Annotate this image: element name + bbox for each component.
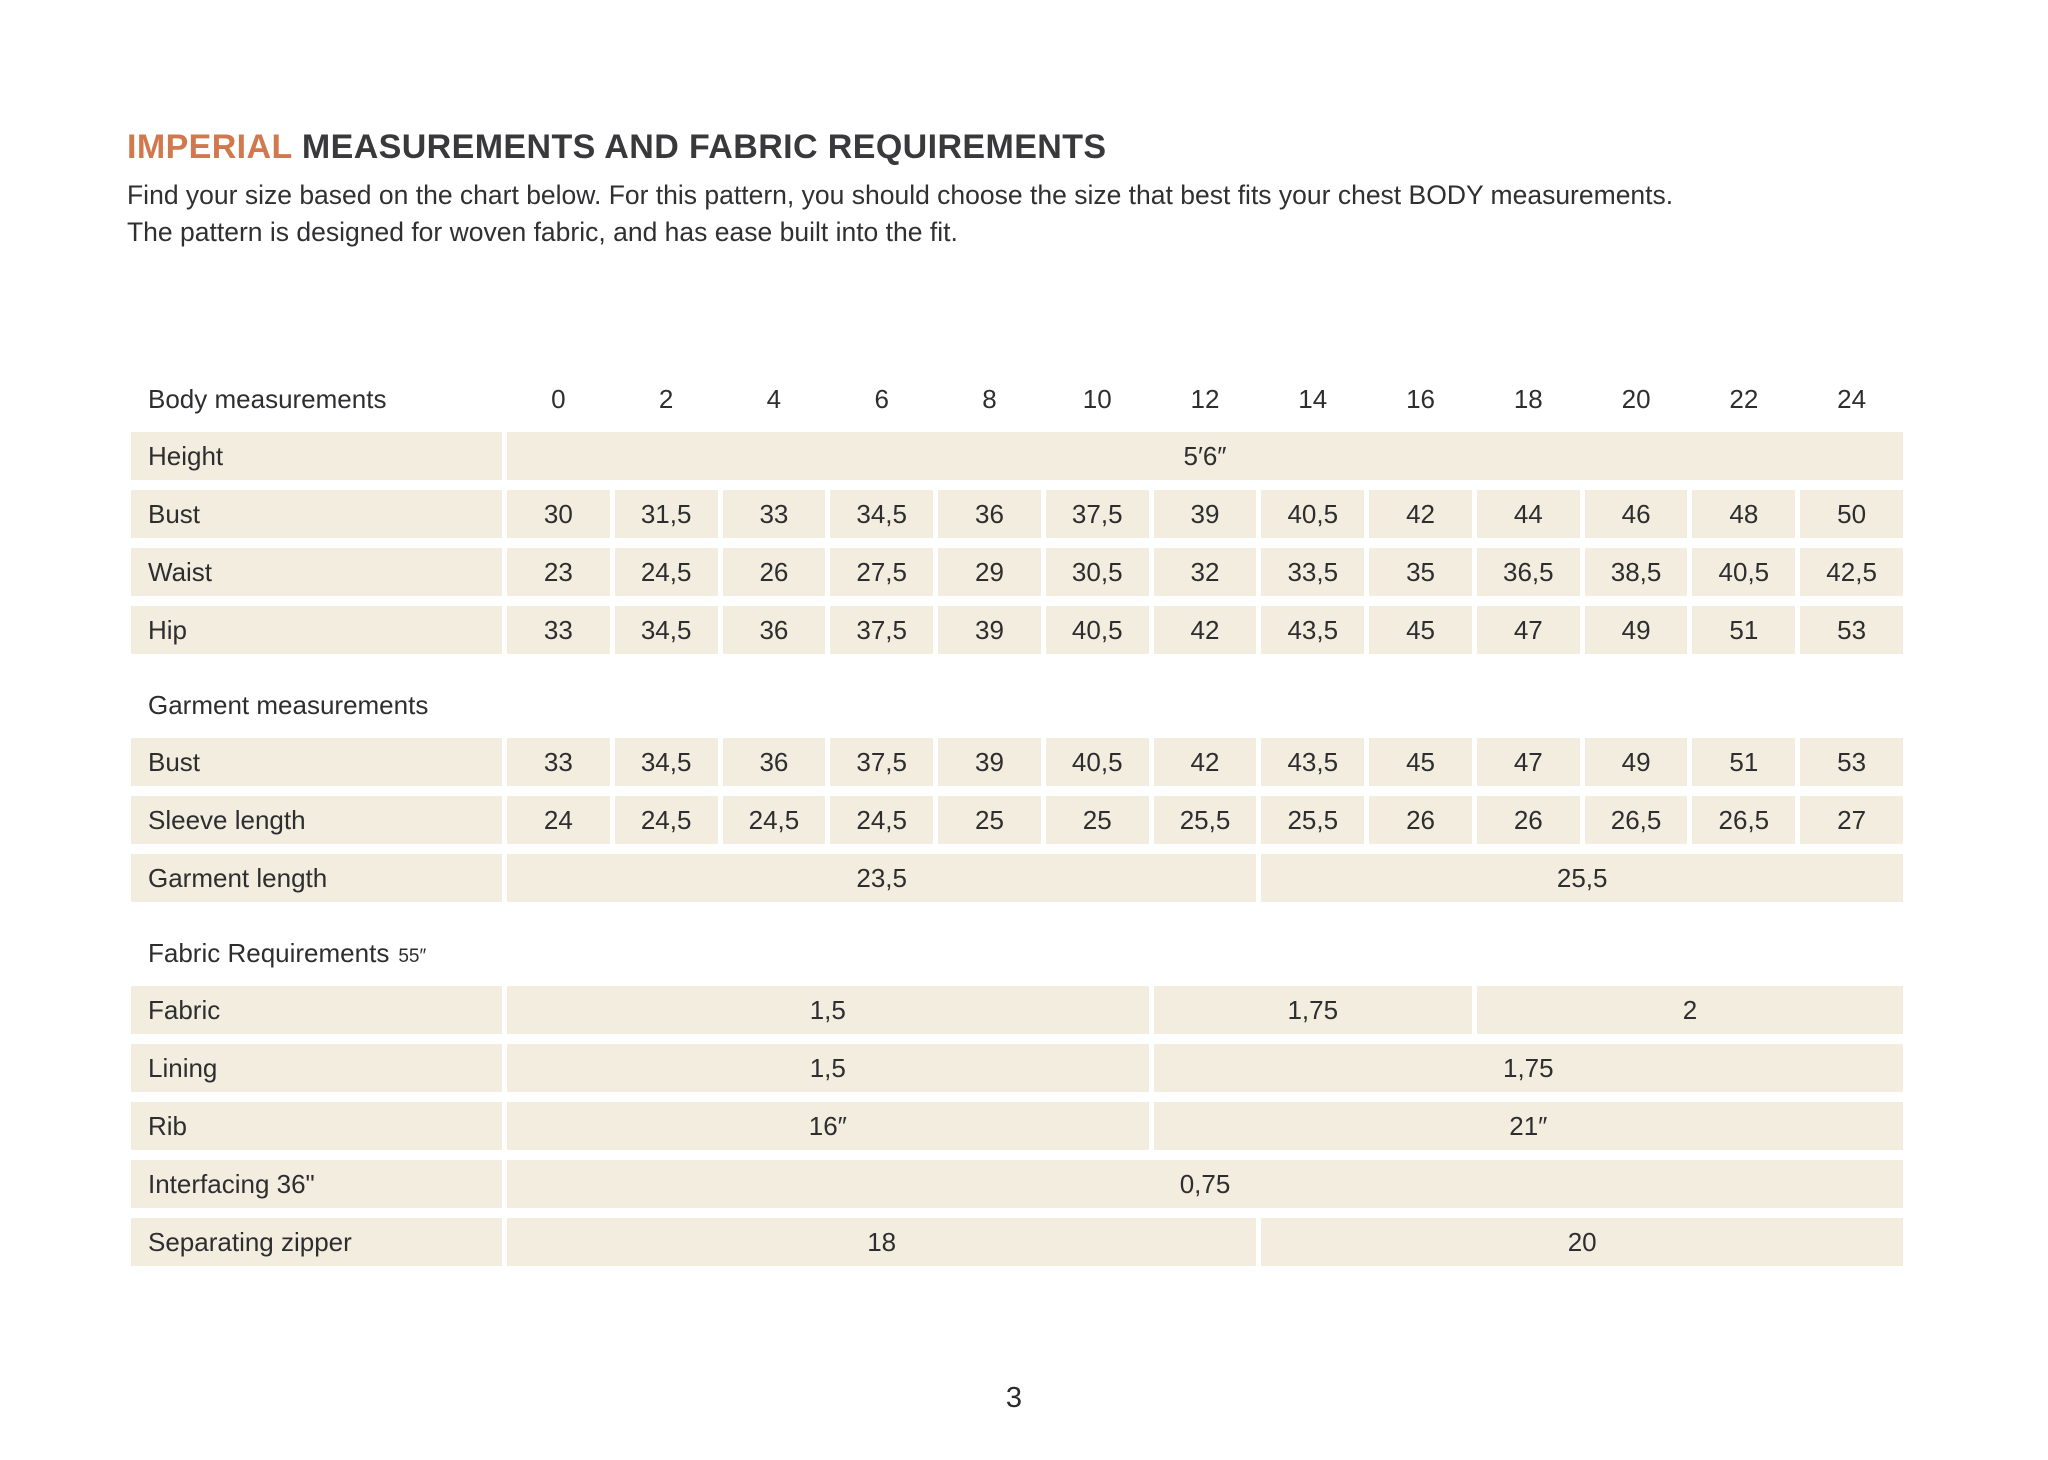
intro-line-1: Find your size based on the chart below. For this pattern, you should choose the size that best fits your chest BODY measurements. bbox=[127, 180, 1674, 210]
title-highlight: IMPERIAL bbox=[127, 128, 293, 166]
table-row bbox=[131, 432, 1903, 480]
table-cell: 26 bbox=[1477, 796, 1580, 844]
table-cell: 39 bbox=[938, 738, 1041, 786]
table-cell: 42,5 bbox=[1800, 548, 1903, 596]
table-row bbox=[131, 738, 1903, 786]
table-cell: 24,5 bbox=[830, 796, 933, 844]
table-cell: 24,5 bbox=[615, 548, 718, 596]
table-cell: 34,5 bbox=[830, 490, 933, 538]
table-cell: 40,5 bbox=[1261, 490, 1364, 538]
table-cell: 26,5 bbox=[1585, 796, 1688, 844]
size-column-header: 10 bbox=[1082, 383, 1112, 414]
table-cell: 37,5 bbox=[1046, 490, 1149, 538]
table-cell: 34,5 bbox=[615, 738, 718, 786]
size-column-header: 24 bbox=[1837, 383, 1867, 414]
size-column-header: 6 bbox=[874, 383, 889, 414]
table-cell: 39 bbox=[1154, 490, 1257, 538]
table-cell: 30,5 bbox=[1046, 548, 1149, 596]
size-table bbox=[131, 382, 1903, 1276]
table-cell: 42 bbox=[1369, 490, 1472, 538]
row-label: Fabric bbox=[131, 986, 502, 1034]
table-cell: 44 bbox=[1477, 490, 1580, 538]
table-cell: 34,5 bbox=[615, 606, 718, 654]
table-row bbox=[131, 1044, 1903, 1092]
table-cell: 43,5 bbox=[1261, 738, 1364, 786]
table-cell: 29 bbox=[938, 548, 1041, 596]
size-column-header: 2 bbox=[658, 383, 674, 414]
row-label: Separating zipper bbox=[131, 1218, 502, 1266]
table-cell: 24 bbox=[507, 796, 610, 844]
table-cell: 45 bbox=[1369, 606, 1472, 654]
section-header: Fabric Requirements bbox=[148, 938, 390, 968]
table-cell: 24,5 bbox=[723, 796, 826, 844]
table-cell: 50 bbox=[1800, 490, 1903, 538]
section-header-suffix: 55″ bbox=[398, 946, 427, 967]
table-cell: 24,5 bbox=[615, 796, 718, 844]
section-row bbox=[131, 912, 1903, 976]
table-row bbox=[131, 490, 1903, 538]
table-cell: 48 bbox=[1692, 490, 1795, 538]
section-header: Garment measurements bbox=[148, 690, 429, 720]
table-row bbox=[131, 986, 1903, 1034]
size-column-header: 20 bbox=[1621, 383, 1651, 414]
table-cell: 16″ bbox=[507, 1102, 1149, 1150]
table-cell: 40,5 bbox=[1046, 606, 1149, 654]
table-cell: 47 bbox=[1477, 606, 1580, 654]
table-cell: 1,75 bbox=[1154, 1044, 1903, 1092]
table-cell: 25 bbox=[938, 796, 1041, 844]
row-label: Bust bbox=[131, 738, 502, 786]
table-cell: 23,5 bbox=[507, 854, 1256, 902]
table-row bbox=[131, 1218, 1903, 1266]
page-title bbox=[127, 128, 1107, 167]
table-cell: 37,5 bbox=[830, 738, 933, 786]
table-row bbox=[131, 796, 1903, 844]
row-label: Garment length bbox=[131, 854, 502, 902]
table-cell: 33 bbox=[507, 606, 610, 654]
section-row bbox=[131, 664, 1903, 728]
row-label: Bust bbox=[131, 490, 502, 538]
table-cell: 26,5 bbox=[1692, 796, 1795, 844]
table-cell: 23 bbox=[507, 548, 610, 596]
table-cell: 31,5 bbox=[615, 490, 718, 538]
table-cell: 51 bbox=[1692, 738, 1795, 786]
title-rest: MEASUREMENTS AND FABRIC REQUIREMENTS bbox=[292, 128, 1107, 166]
table-cell: 35 bbox=[1369, 548, 1472, 596]
table-cell: 33,5 bbox=[1261, 548, 1364, 596]
size-column-header: 16 bbox=[1406, 383, 1435, 414]
table-cell: 49 bbox=[1585, 606, 1688, 654]
table-cell: 39 bbox=[938, 606, 1041, 654]
page-number: 3 bbox=[1005, 1382, 1023, 1414]
table-cell: 36 bbox=[723, 738, 826, 786]
table-cell: 51 bbox=[1692, 606, 1795, 654]
table-cell: 27 bbox=[1800, 796, 1903, 844]
table-cell: 26 bbox=[723, 548, 826, 596]
table-cell: 1,5 bbox=[507, 986, 1149, 1034]
table-cell: 49 bbox=[1585, 738, 1688, 786]
row-label: Rib bbox=[131, 1102, 502, 1150]
table-cell: 47 bbox=[1477, 738, 1580, 786]
size-column-header: 8 bbox=[982, 383, 997, 414]
row-label: Waist bbox=[131, 548, 502, 596]
table-cell: 42 bbox=[1154, 738, 1257, 786]
table-cell: 33 bbox=[723, 490, 826, 538]
table-cell: 53 bbox=[1800, 606, 1903, 654]
table-cell: 36 bbox=[938, 490, 1041, 538]
row-label: Hip bbox=[131, 606, 502, 654]
table-cell: 1,5 bbox=[507, 1044, 1149, 1092]
table-row bbox=[131, 606, 1903, 654]
table-cell: 25,5 bbox=[1154, 796, 1257, 844]
table-cell: 5′6″ bbox=[507, 432, 1903, 480]
size-column-header: 22 bbox=[1729, 383, 1759, 414]
intro-line-2: The pattern is designed for woven fabric, and has ease built into the fit. bbox=[127, 217, 958, 247]
size-column-header: 14 bbox=[1298, 383, 1328, 414]
table-cell: 18 bbox=[507, 1218, 1256, 1266]
table-cell: 32 bbox=[1154, 548, 1257, 596]
size-column-header: 4 bbox=[766, 383, 782, 414]
table-cell: 38,5 bbox=[1585, 548, 1688, 596]
intro-paragraph bbox=[127, 177, 1673, 251]
row-label: Interfacing 36" bbox=[131, 1160, 502, 1208]
table-row bbox=[131, 1160, 1903, 1208]
table-row bbox=[131, 548, 1903, 596]
column-header-label: Body measurements bbox=[148, 383, 387, 414]
table-cell: 2 bbox=[1477, 986, 1903, 1034]
row-label: Sleeve length bbox=[131, 796, 502, 844]
table-cell: 27,5 bbox=[830, 548, 933, 596]
table-row bbox=[131, 1102, 1903, 1150]
table-cell: 25 bbox=[1046, 796, 1149, 844]
table-cell: 36,5 bbox=[1477, 548, 1580, 596]
size-column-header: 12 bbox=[1190, 383, 1220, 414]
table-row bbox=[131, 854, 1903, 902]
row-label: Height bbox=[131, 432, 502, 480]
table-cell: 46 bbox=[1585, 490, 1688, 538]
table-cell: 40,5 bbox=[1046, 738, 1149, 786]
table-cell: 25,5 bbox=[1261, 854, 1903, 902]
table-header-row bbox=[131, 382, 1903, 416]
table-cell: 21″ bbox=[1154, 1102, 1903, 1150]
size-column-header: 18 bbox=[1513, 383, 1543, 414]
table-cell: 40,5 bbox=[1692, 548, 1795, 596]
table-cell: 33 bbox=[507, 738, 610, 786]
table-cell: 26 bbox=[1369, 796, 1472, 844]
table-cell: 45 bbox=[1369, 738, 1472, 786]
table-cell: 30 bbox=[507, 490, 610, 538]
table-cell: 1,75 bbox=[1154, 986, 1472, 1034]
table-cell: 43,5 bbox=[1261, 606, 1364, 654]
table-cell: 53 bbox=[1800, 738, 1903, 786]
table-cell: 37,5 bbox=[830, 606, 933, 654]
table-cell: 42 bbox=[1154, 606, 1257, 654]
size-column-header: 0 bbox=[551, 383, 566, 414]
table-cell: 0,75 bbox=[507, 1160, 1903, 1208]
row-label: Lining bbox=[131, 1044, 502, 1092]
table-cell: 20 bbox=[1261, 1218, 1903, 1266]
table-cell: 36 bbox=[723, 606, 826, 654]
table-cell: 25,5 bbox=[1261, 796, 1364, 844]
